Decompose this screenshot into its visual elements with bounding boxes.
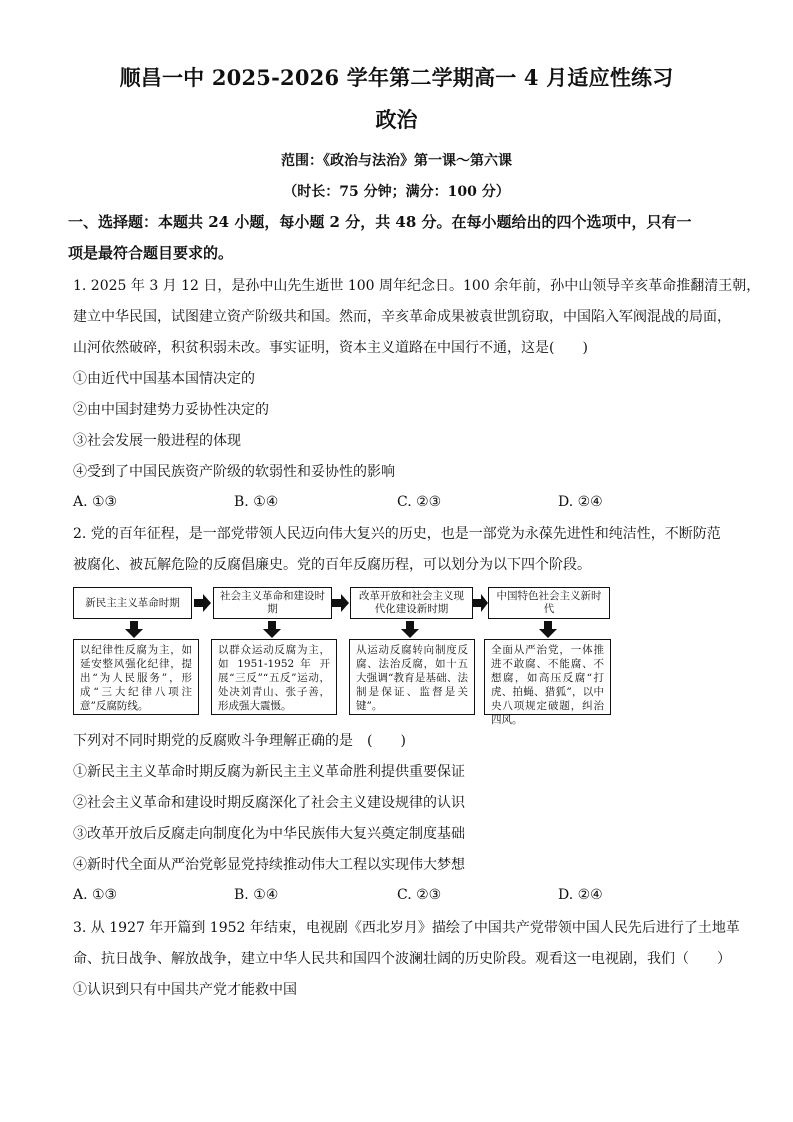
stage-title-box: [350, 587, 473, 619]
right-arrow-icon: [332, 593, 350, 613]
q1-item: ④受到了中国民族资产阶级的软弱性和妥协性的影响: [73, 464, 395, 480]
exam-title: 顺昌一中 2025-2026 学年第二学期高一 4 月适应性练习: [119, 65, 674, 90]
q3-item: ①认识到只有中国共产党才能救中国: [73, 982, 297, 998]
q2-option-c[interactable]: C. ②③: [397, 887, 442, 903]
q1-option-b[interactable]: B. ①④: [234, 494, 279, 510]
q2-stem-line: 被腐化、被瓦解危险的反腐倡廉史。党的百年反腐历程，可以划分为以下四个阶段。: [73, 557, 591, 573]
section-heading: 一、选择题：本题共 24 小题，每小题 2 分，共 48 分。在每小题给出的四个选项中，只有一: [68, 213, 692, 231]
q2-item: ③改革开放后反腐走向制度化为中华民族伟大复兴奠定制度基础: [73, 826, 465, 842]
down-arrow-icon: [539, 621, 557, 639]
q1-item: ①由近代中国基本国情决定的: [73, 371, 255, 387]
right-arrow-icon: [473, 593, 489, 613]
down-arrow-icon: [401, 621, 419, 639]
q1-item: ③社会发展一般进程的体现: [73, 433, 241, 449]
q1-stem-line: 1. 2025 年 3 月 12 日，是孙中山先生逝世 100 周年纪念日。100 余年前，孙中山领导辛亥革命推翻清王朝，: [73, 278, 761, 294]
anti-corruption-flow-diagram: [73, 582, 613, 726]
stage-description: 以群众运动反腐为主，如 1951-1952 年 开 展“三反”“五反”运动，处决刘青山、张子善，形成强大震慑。: [211, 639, 337, 715]
q1-option-c[interactable]: C. ②③: [397, 494, 442, 510]
q1-item: ②由中国封建势力妥协性决定的: [73, 402, 269, 418]
exam-duration: （时长：75 分钟；满分：100 分）: [283, 184, 510, 200]
stage-title: 社会主义革命和建设时期: [220, 590, 325, 615]
stage-title: 中国特色社会主义新时代: [496, 590, 602, 615]
q3-stem-line: 命、抗日战争、解放战争，建立中华人民共和国四个波澜壮阔的历史阶段。观看这一电视剧，我们（ ）: [73, 951, 731, 967]
stage-title-box: [73, 587, 192, 619]
stage-description: 从运动反腐转向制度反腐、法治反腐，如十五大强调“教育是基础、法制是保证、监督是关键”。: [349, 639, 475, 715]
down-arrow-icon: [263, 621, 281, 639]
q2-option-b[interactable]: B. ①④: [234, 887, 279, 903]
section-heading-cont: 项是最符合题目要求的。: [68, 244, 234, 262]
q2-option-a[interactable]: A. ①③: [73, 887, 118, 903]
q2-item: ①新民主主义革命时期反腐为新民主主义革命胜利提供重要保证: [73, 764, 465, 780]
q1-stem-line: 建立中华民国，试图建立资产阶级共和国。然而，辛亥革命成果被袁世凯窃取，中国陷入军阀混战的局面，: [73, 309, 731, 325]
q2-option-d[interactable]: D. ②④: [558, 887, 603, 903]
right-arrow-icon: [194, 593, 212, 613]
q1-option-d[interactable]: D. ②④: [558, 494, 603, 510]
stage-description: 以纪律性反腐为主，如延安整风强化纪律，提出“为人民服务”，形成“三大纪律八项注意”反腐防线。: [73, 639, 199, 715]
q2-stem-line: 2. 党的百年征程，是一部党带领人民迈向伟大复兴的历史，也是一部党为永葆先进性和纯洁性，不断防范: [73, 526, 721, 542]
q1-option-a[interactable]: A. ①③: [73, 494, 118, 510]
stage-title-box: [213, 587, 332, 619]
stage-description: 全面从严治党，一体推进不敢腐、不能腐、不想腐，如高压反腐“打虎、拍蝇、猎狐”，以中央八项规定破题，纠治四风。: [484, 639, 611, 715]
q1-stem-line: 山河依然破碎，积贫积弱未改。事实证明，资本主义道路在中国行不通，这是( ): [73, 340, 588, 356]
q3-stem-line: 3. 从 1927 年开篇到 1952 年结束，电视剧《西北岁月》描绘了中国共产党带领中国人民先后进行了土地革: [73, 920, 740, 936]
stage-title: 改革开放和社会主义现代化建设新时期: [359, 590, 464, 615]
stage-title: 新民主主义革命时期: [85, 596, 180, 609]
q2-item: ②社会主义革命和建设时期反腐深化了社会主义建设规律的认识: [73, 795, 465, 811]
subject-title: 政治: [375, 107, 418, 132]
stage-title-box: [488, 587, 610, 619]
down-arrow-icon: [125, 621, 143, 639]
q2-prompt: 下列对不同时期党的反腐败斗争理解正确的是 ( ): [73, 733, 406, 749]
exam-scope: 范围：《政治与法治》第一课～第六课: [281, 153, 512, 169]
q2-item: ④新时代全面从严治党彰显党持续推动伟大工程以实现伟大梦想: [73, 857, 465, 873]
